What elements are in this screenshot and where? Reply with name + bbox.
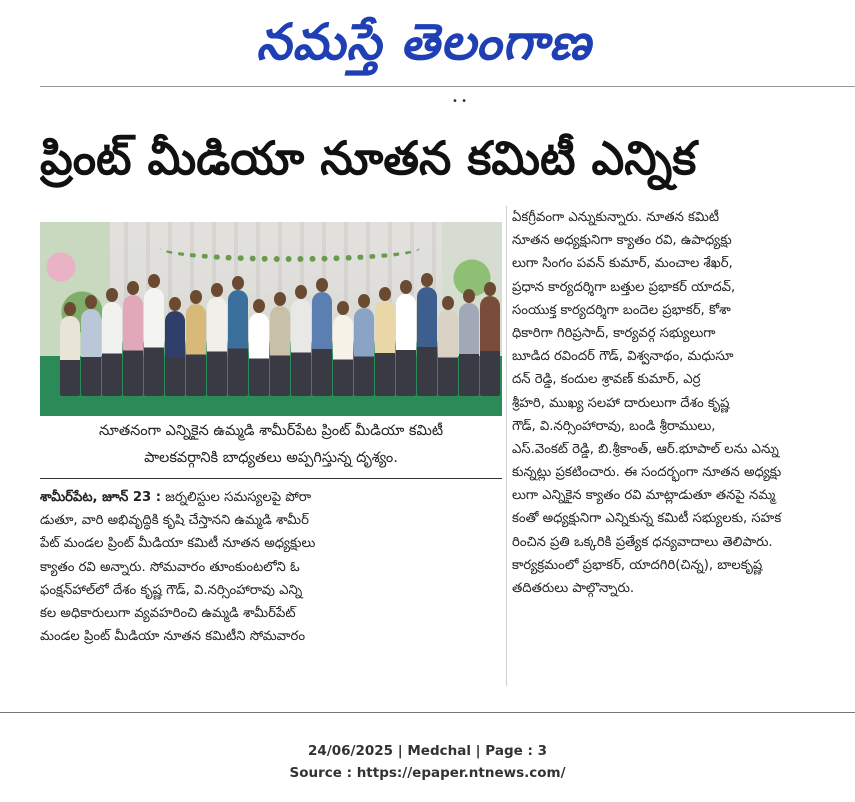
article-body-right (512, 206, 848, 600)
person-figure (375, 301, 395, 396)
body-line: పేట్ మండల ప్రింట్ మీడియా కమిటీ నూతన అధ్యక్షులు (40, 536, 316, 552)
article-photo (40, 222, 502, 416)
body-line: తదితరులు పాల్గొన్నారు. (512, 581, 635, 596)
person-figure (228, 290, 248, 396)
person-figure (144, 288, 164, 396)
article-body-left (40, 486, 502, 648)
body-line: ఫంక్షన్‌హాల్‌లో దేశం కృష్ణ గౌడ్, వి.నర్సింహారావు ఎన్ని (40, 582, 303, 598)
separator-dots: • • (452, 96, 467, 107)
person-figure (165, 311, 185, 396)
caption-line: నూతనంగా ఎన్నికైన ఉమ్మడి శామీర్‌పేట ప్రింట్ మీడియా కమిటీ (98, 423, 444, 439)
body-line: దన్ రెడ్డి, కందుల శ్రావణ్ కుమార్, ఎర్ర (512, 372, 701, 388)
body-line: కల అధికారులుగా వ్యవహరించి ఉమ్మడి శామీర్‌పేట్ (40, 605, 296, 621)
body-line: రించిన ప్రతి ఒక్కరికి ప్రత్యేక ధన్యవాదాలు తెలిపారు. (512, 534, 773, 550)
body-line: డుతూ, వారి అభివృద్ధికి కృషి చేస్తానని ఉమ్మడి శామీర్ (40, 513, 309, 529)
column-divider (506, 206, 507, 686)
body-line: మండల ప్రింట్ మీడియా నూతన కమిటీని సోమవారం (40, 629, 306, 645)
person-figure (396, 294, 416, 396)
person-figure (459, 303, 479, 396)
person-figure (354, 308, 374, 396)
body-line: లుగా సింగం పవన్ కుమార్, మంచాల శేఖర్, (512, 256, 733, 272)
footer-source: Source : https://epaper.ntnews.com/ (289, 765, 566, 781)
caption-line: పాలకవర్గానికి బాధ్యతలు అప్పగిస్తున్న దృశ్యం. (144, 450, 398, 466)
dateline: శామీర్‌పేట, జూన్ 23 : (40, 490, 162, 505)
body-line: ఏకగ్రీవంగా ఎన్నుకున్నారు. నూతన కమిటీ (512, 210, 720, 225)
body-line: బూడిద రవిందర్ గౌడ్, విశ్వనాథం, మధుసూ (512, 349, 734, 365)
body-line: ధికారిగా గిరిప్రసాద్, కార్యవర్గ సభ్యులుగా (512, 325, 716, 341)
body-line: గౌడ్, వి.నర్సింహారావు, బండి శ్రీరాములు, (512, 418, 716, 434)
masthead-divider (40, 86, 855, 87)
article-headline: ప్రింట్ మీడియా నూతన కమిటీ ఎన్నిక (40, 131, 697, 185)
person-figure (438, 310, 458, 396)
person-figure (123, 295, 143, 396)
person-figure (270, 306, 290, 396)
person-figure (207, 297, 227, 396)
caption-divider (40, 478, 502, 479)
person-figure (333, 315, 353, 396)
person-figure (60, 316, 80, 396)
newspaper-title: నమస్తే తెలంగాణ (253, 13, 602, 71)
body-line: కంతో అధ్యక్షునిగా ఎన్నికున్న కమిటీ సభ్యులకు, సహక (512, 511, 782, 527)
person-figure (81, 309, 101, 396)
footer-date-edition: 24/06/2025 | Medchal | Page : 3 (308, 743, 547, 759)
footer-divider (0, 712, 855, 713)
body-line: నూతన అధ్యక్షునిగా క్యాతం రవి, ఉపాధ్యక్షు (512, 233, 732, 249)
person-figure (312, 292, 332, 396)
garland-decoration (160, 234, 420, 262)
body-line: లుగా ఎన్నికైన క్యాతం రవి మాట్లాడుతూ తనపై నమ్మ (512, 488, 776, 504)
body-line: కున్నట్లు ప్రకటించారు. ఈ సందర్భంగా నూతన అధ్యక్షు (512, 465, 782, 481)
body-text: జర్నలిస్టుల సమస్యలపై పోరా (165, 490, 312, 505)
body-line: కార్యక్రమంలో ప్రభాకర్, యాదగిరి(చిన్న), బాలకృష్ణ (512, 557, 763, 573)
body-line: క్యాతం రవి అన్నారు. సోమవారం తూంకుంటలోని ఓ (40, 559, 300, 575)
footer (0, 740, 855, 784)
photo-caption (40, 418, 502, 474)
body-line: ఎస్.వెంకట్ రెడ్డి, బి.శ్రీకాంత్, ఆర్.భూపాల్ లను ఎన్ను (512, 441, 779, 457)
body-line: సంయుక్త కార్యదర్శిగా బందెల ప్రభాకర్, కోశా (512, 302, 731, 318)
body-line (40, 486, 502, 509)
body-line: శ్రీహరి, ముఖ్య సలహా దారులుగా దేశం కృష్ణ (512, 395, 730, 411)
person-figure (102, 302, 122, 396)
person-figure (249, 313, 269, 396)
body-line: ప్రధాన కార్యదర్శిగా బత్తుల ప్రభాకర్ యాదవ్, (512, 279, 736, 295)
person-figure (291, 299, 311, 396)
person-figure (186, 304, 206, 396)
person-figure (417, 287, 437, 396)
person-figure (480, 296, 500, 396)
masthead (0, 6, 855, 78)
